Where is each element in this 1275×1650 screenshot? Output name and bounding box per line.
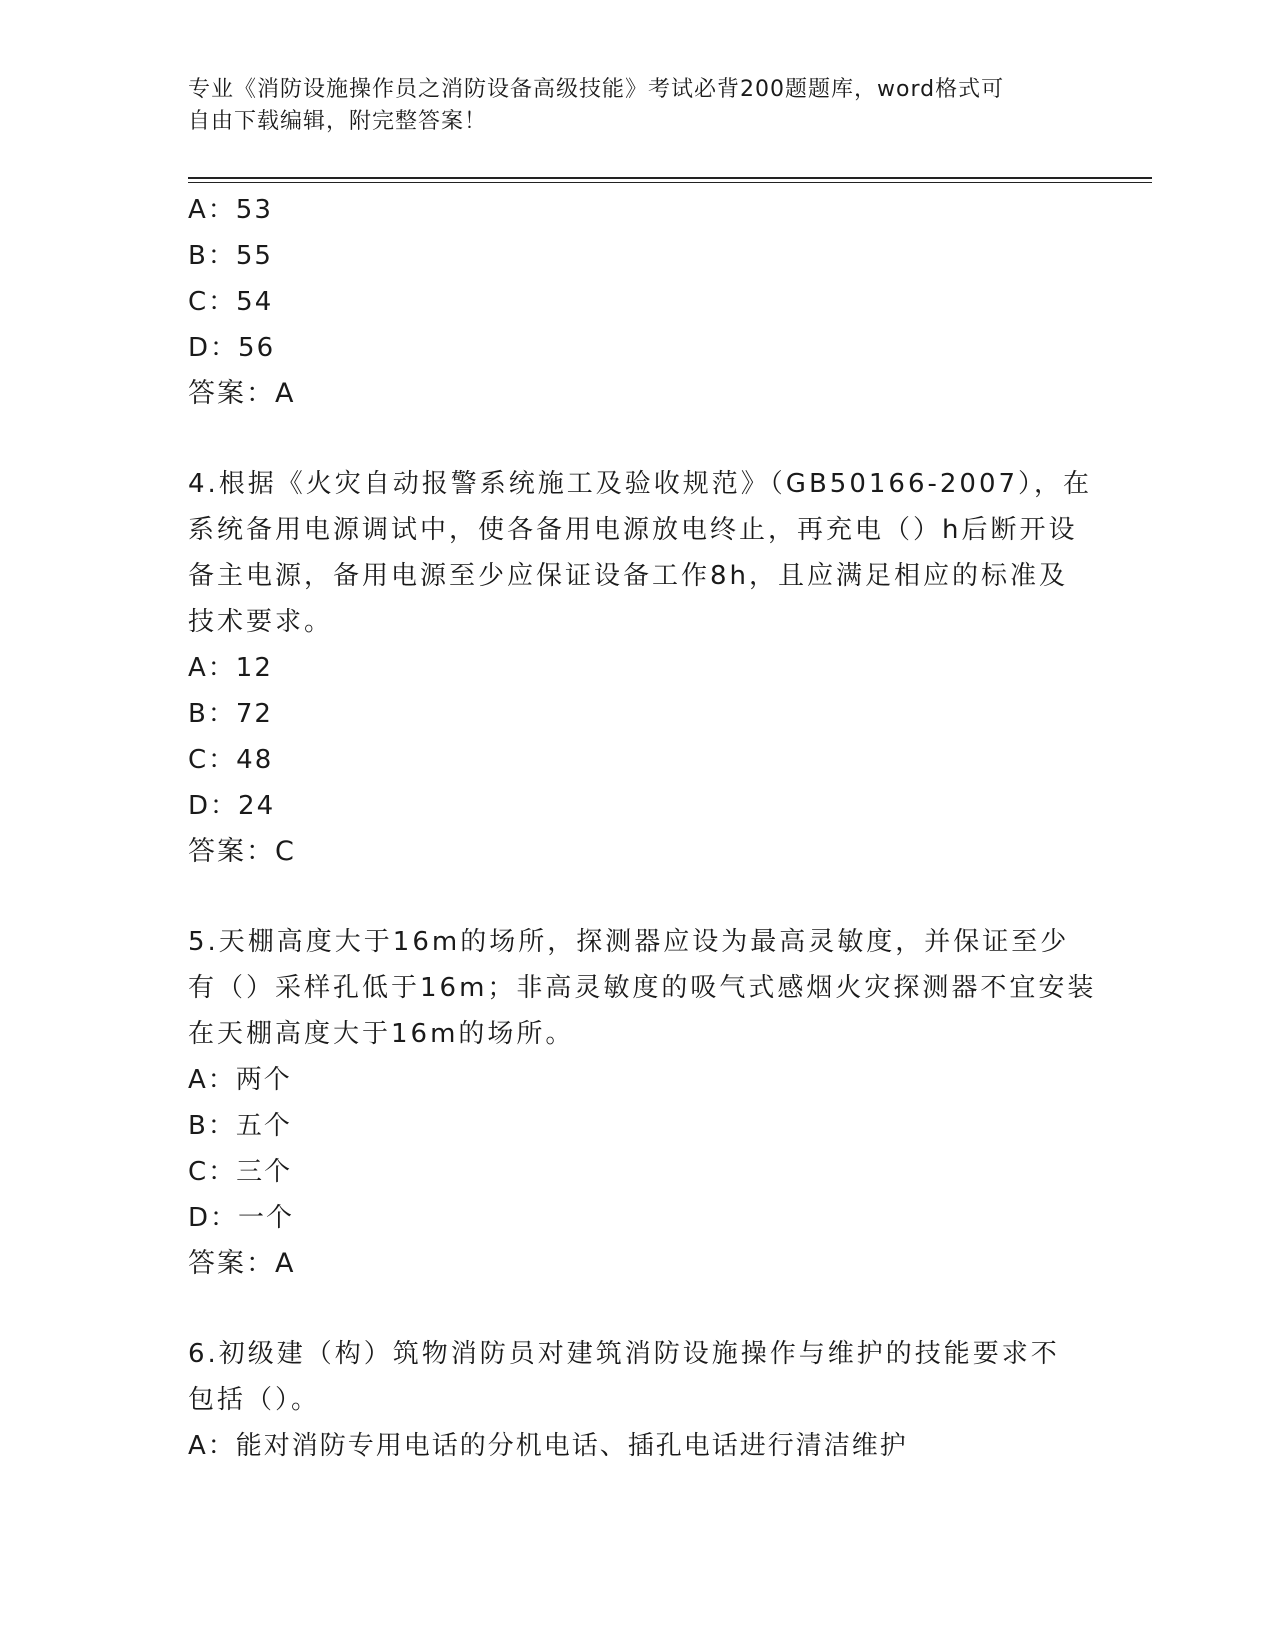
question-4-stem-line-4: 技术要求。 (188, 607, 334, 637)
question-6-block (188, 1331, 1088, 1469)
header-divider-thick (188, 177, 1152, 179)
question-4-stem-line-3: 备主电源，备用电源至少应保证设备工作8h，且应满足相应的标准及 (188, 561, 1069, 591)
header-line-2: 自由下载编辑，附完整答案！ (188, 109, 488, 134)
document-header (188, 74, 1078, 138)
question-content (188, 187, 1097, 1469)
question-3-block (188, 187, 1088, 417)
question-6-stem-line-1: 6.初级建（构）筑物消防员对建筑消防设施操作与维护的技能要求不 (188, 1339, 1060, 1369)
question-4-option-c: C：48 (188, 745, 274, 775)
question-3-answer: 答案：A (188, 378, 296, 409)
question-3-option-c: C：54 (188, 287, 274, 317)
question-3-option-b: B：55 (188, 241, 273, 271)
header-divider-thin (188, 182, 1152, 183)
question-5-option-c: C：三个 (188, 1157, 293, 1187)
question-4-stem-line-1: 4.根据《火灾自动报警系统施工及验收规范》（GB50166-2007），在 (188, 469, 1093, 499)
question-4-stem-line-2: 系统备用电源调试中，使各备用电源放电终止，再充电（）h后断开设 (188, 515, 1078, 545)
question-5-stem-line-1: 5.天棚高度大于16m的场所，探测器应设为最高灵敏度，并保证至少 (188, 927, 1070, 957)
question-4-option-b: B：72 (188, 699, 273, 729)
question-4-option-a: A：12 (188, 653, 273, 683)
question-4-answer: 答案：C (188, 836, 296, 867)
question-5-block (188, 919, 1097, 1287)
question-6-option-a: A：能对消防专用电话的分机电话、插孔电话进行清洁维护 (188, 1431, 908, 1461)
question-5-stem-line-2: 有（）采样孔低于16m；非高灵敏度的吸气式感烟火灾探测器不宜安装 (188, 973, 1097, 1003)
question-5-stem-line-3: 在天棚高度大于16m的场所。 (188, 1019, 575, 1049)
question-5-option-d: D：一个 (188, 1203, 295, 1233)
question-4-option-d: D：24 (188, 791, 276, 821)
question-5-option-b: B：五个 (188, 1111, 292, 1141)
spacer (188, 1287, 1088, 1331)
header-line-1: 专业《消防设施操作员之消防设备高级技能》考试必背200题题库，word格式可 (188, 77, 1005, 102)
question-4-block (188, 461, 1093, 875)
question-3-option-d: D：56 (188, 333, 276, 363)
question-5-answer: 答案：A (188, 1248, 296, 1279)
question-6-stem-line-2: 包括（）。 (188, 1385, 321, 1415)
question-5-option-a: A：两个 (188, 1065, 292, 1095)
question-3-option-a: A：53 (188, 195, 273, 225)
spacer (188, 875, 1088, 919)
spacer (188, 417, 1088, 461)
